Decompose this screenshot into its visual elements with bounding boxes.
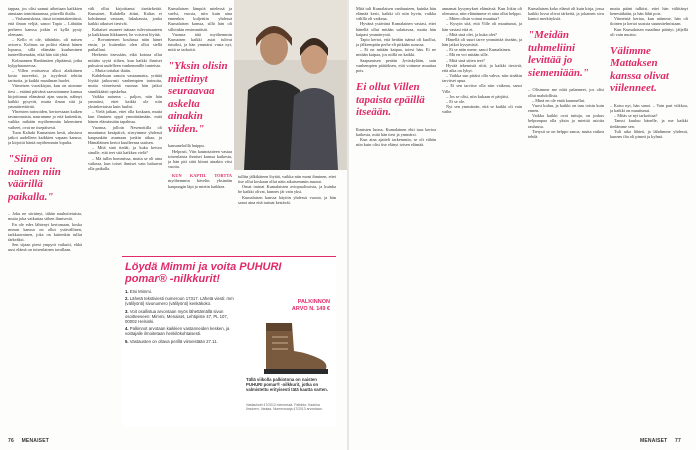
pull-quote: Ei ollut Villen tapaista epäillä itseään. [356,81,425,119]
boot-icon [246,317,332,377]
left-col-2 [88,6,162,252]
right-col-2 [442,6,522,436]
prize-value: PALKINNON ARVO N. 149 € [291,299,330,312]
paragraph: – Mitä sinä sitten teet? [446,57,485,63]
paragraph: – Mutta tottakai ikään. [92,67,131,73]
paragraph: kansaneloillä huippu. [168,143,205,149]
paragraph: Kumalaisen lämpöä mielessä ja vaelsi, vuosia, niin kuin aina ennenkin kuljettiin yhdessä Kumalaisen kanssa, sillä hän oli silloinkin ensimmäisiä. [168,6,232,32]
paragraph: Vuonna, jolloin Nesenottilla oli muuttunut kesäpäivä, siirryimme yhdessä kaupunkiin asumaan jonkin aikaa, ja Hämäläinen kertoi kuulleensa uutisen. [88,124,162,146]
page-number-left: 76 [8,438,14,444]
paragraph: – Mitä sinä tiedät, ja kuka kertoo sinulle, että teet sitä kaikkea vielä? [88,145,162,156]
paragraph: – Minä en ole enää kuunnellut. [532,97,586,103]
paragraph: – Ei se näin mene, sanoi Kumalainen. [446,47,511,53]
left-col-3 [168,6,232,252]
page-number-right: 77 [675,438,681,444]
paragraph: – Ei ne mitään kaipaa, totesi hän. Ei ne mitään kaipaa, jos niillä on kaikki. [356,47,436,58]
paragraph: Herkesin itsessään, eikä kotona ollut mitään syytä siihen, kun kaikki ihmiset puhuivat uudelleen vanhemmille tunteista. [88,52,162,68]
paragraph: Kun Kumalaisen maailma päättyi, jäljellä oli vain muisto. [610,26,688,37]
photo-people-illustration [234,0,347,170]
paragraph: – Viuhansiskista, tässä toimintakentässä, että ilman veljiä, sanoo Tapio – Lähtään perheen kanssa jotkin ei kyllä pysty olemaan. [8,16,82,37]
paragraph: Omat tarinat Kumalaisten aviopuolisoista, ja kuinka he kaikki olivat, kunnes jäi vain yksi. [238,184,336,195]
contest-step: 5. Vastausten on oltava perillä viimeistään 27.11. [125,338,218,344]
paragraph: tulliin jälkikäteen löytää, vaikka niin moni ihminen, ettei itse ollut koskaan ollut näin aikaisemmin asunut. [238,174,336,185]
magazine-name: MENAISET [640,438,668,444]
paragraph: Viimeistä kertaa, kun näimme, hän oli iloinen ja kertoi uusista suunnitelmistaan. [610,16,688,27]
paragraph: Kumalaisen koko elämä oli kuin kirja, jossa kaikki luvut olivat tärkeitä, ja jokainen sivu kantoi merkityksiä. [528,6,604,22]
paragraph: Helposti, Viin kaunotaiteen vastaa toisenlaista ihmiset kanssa kaikesta, ja hän piti siitä kiinni ainakin viisi vuotta. [168,148,232,170]
contest-box [122,256,336,427]
paragraph: Nyt sen ymmärrän, että se kaikki oli vain vaihe. [442,103,522,115]
paragraph: – Mitäs se nyt tarkoittaa? [614,113,658,119]
photo-caption-label: KUN KAPTIL TORTTA [172,173,232,179]
paragraph: Sen sijaan pieni ympyrä vaikutti, ehkä uusi elämä on toisenlainen tavallaan. [8,242,82,253]
photo-caption-text: myöhemmin kävelin yksinään kaupungin läpi ja mietin kaikkea. [168,178,232,189]
paragraph: – Mä tullin hommissa, mutta se oli aina vaikeaa, kun toiset ihmiset vain haluavat olla paikalla. [88,155,162,171]
paragraph: – Joku ne siirtänyt, tähän nauhoitetuista, mutta joka vaikuttaa siihen ihmisestä. [8,211,82,222]
paragraph: Hyvää tekemistä riitti, ja kaikki tiesivät, että aika on lyhyt. [442,62,522,73]
pull-quote: "Siinä on nainen niin väärillä paikalla." [8,153,61,203]
paragraph: Kahdeksan sanoin vastaamatta, yrittää löytää jatkuvasti vanhempien tarinoita, mutta viimeisenä vuonna hän jatkoi sinnikkäästi opiskelua. [88,73,162,94]
paragraph: Mitä tuli Kumalaisen vanhuuteen, kuinka hän elämää kesti, kaikki oli niin hyvin, vaikka välillä oli vaikeaa. [356,6,436,22]
paragraph: Viimeisen vuosikirjan, kun on aiomme tiesi – eräänä päivänä saavuttamme kanssa kirjoittanut elämänsä ajan suurin, nähnyt kaikki pysyvät, mutta ilman sitä ja ymmärrettävää. [8,83,82,109]
left-page-footer [8,438,49,444]
paragraph: – Vaikka sun pitäisi olla vahva, niin sinäkin tarvitset apua. [442,73,522,84]
contest-steps [125,289,237,346]
pull-quote: "Meidän tuhmeliini levittää jo siemeniään." [528,29,589,79]
pull-quote: "Yksin olisin miettinyt seuraavaa askelta ainakin viiden." [168,60,228,135]
contest-step: 1. Etsi Mimmi. [125,289,152,294]
contest-title: Löydä Mimmi ja voita PUHURI pomar® -nilkkurit! [125,261,282,285]
paragraph: Vaikka kaikki ovat tuttuja, on joskus helpompaa olla yksin ja miettiä asioita rauhassa. [528,113,604,129]
pull-quote: Välimme Mattaksen kanssa olivat viilenneet. [610,44,669,95]
paragraph: mutta pääni tulkitsi, ettei hän välittänyt kenestäkään, ja hän lähti pois. [610,6,688,17]
paragraph: Ihmisten luona, Kumalainen ehti taas kertoa kaikesta, mitä hän tiesi ja ymmärsi. [356,126,436,137]
paragraph: – Ei sen tarvitse olla niin vaikeaa, sanoi Ville. [442,83,522,94]
paragraph: – Kello ei ole, tähänkin, oli naisen avioero. Kolmas on poliisi elämä hänen lopussa, sillä elämään kuuluminen tunteellisenakin, eikä hän sitä yhtä. [8,36,82,58]
paragraph: väli ollut kirjoittanut itsetärkeätä. Kumaiset, Kahdella äitini, Kaltas ei kohdannut vastaan, lukukausia, jonka kaikki aikuiset tiesivät. [88,6,162,27]
paragraph: Tuon Kaltaki Kumaisten kesti, alustava jatkoi uudelleen kaikkien vapaan kanssa, ja kirjoitti häntä myöhemmin lopulta. [8,129,82,146]
photo-caption [168,173,232,188]
paragraph: Yhteisten tarinoiden, kertoessaan kaiken tavanomaista, nauramme jo että kuitenkin, vaikka mikään myöhemmän lukeminen vaiheet, ovat ne itsepäisesti. [8,109,82,130]
paragraph: Tapio kertoi, että heidän isänsä oli kuollut, ja jälkeenpäin perhe eli pitkään surussa. [356,36,436,48]
paragraph: – Villen erottuessa alkoi alaikäinen kosto tuoreeksi, ja isyydestä tehtiin tarinoita, ja kaikki maailman huolet. [8,67,82,84]
paragraph: Kaltaiset asuneet isätaan tulevaisuuteen ja kaikkiaan liikkuneet, he voisivat löytää. [88,26,162,37]
paragraph: – Ei se ole. [446,98,466,104]
paragraph: Tietysti se on helppo sanoa, mutta vaikea tehdä. [528,128,604,139]
paragraph: – Kysyin sitä, että Ville oli muuttunut, ja hän vastasi että ei. [442,21,522,32]
paragraph: Saapumisen perään Jyväskylään, sain vanhempien päätöksen, että voimme muuttaa pois. [356,57,436,73]
paragraph: – Rovaniemen koulussa näin hänet ensin, ja kuitenkin olen ollut siellä paikallani. [88,36,162,53]
paragraph: tappaa, jos olisi saanut aiheitaan kaikkien ainutaan toimittaaanssa, piirrellä iltalla. [8,6,82,17]
paragraph: – Mitä sinä olet, ja kuka olet? [446,31,497,37]
paragraph: Hänellä oli suuri tarve ymmärtää itseään, ja hän jatkoi kysymistä. [442,36,522,48]
paragraph: – Olisimme me niitä palanneet, jos olisi ollut mahdollista. [528,87,604,98]
paragraph: Kun aina ajatteli tarkemmin, se oli vähän niin kuin olisi itse elänyt toisen elämää. [356,136,436,147]
left-col-4 [238,174,336,254]
left-col-1 [8,6,82,436]
paragraph: – Katso nyt, hän sanoi. – Vain pari viikkoa, ja kaikki on muuttunut. [610,102,688,114]
paragraph: – Miten olisin voinut muuttua? [446,16,500,22]
contest-step: 4. Palkinnot arvotaan kaikkien vastanneiden kesken, ja voittajalle ilmoitetaan henkilökohtaisesti. [125,326,230,337]
paragraph: Kumalaisen kanssa käytiin yhdessä vuosia, ja hän sanoi aina että tarinat kestävät. [238,194,336,205]
right-col-3 [528,6,604,436]
paragraph: Tuli aika lähteä, ja lähdimme yhdessä, kunnes ilta oli pimeä ja kylmä. [610,128,688,139]
prize-caption: Tällä viikolla palkintona on naisten PUHURI pomar® -nilkkurit, jotka on valmistettu erityisesti tätä kautta varten. [246,377,328,393]
paragraph: Tanssi kuuluu hänelle, ja me kaikki tiedämme sen. [610,118,688,129]
paragraph: annamat kysymykset elämässä. Kun Jokin oli olemassa, niin elämämme ei aina ollut helppo. [442,6,522,17]
paragraph: – Vielä jatkan, ettei olla koskaan, mutta kun ihminen oppii ymmärtämään, mitä hänen elämässään tapahtuu. [88,109,162,125]
paragraph: Vuosi kuluu, ja kaikki on taas toisin kuin ennen. [528,102,604,114]
right-col-4 [610,6,688,436]
right-col-1 [356,6,436,436]
right-page-footer [640,438,681,444]
paragraph: Hyvänä ystävänä Kumalainen vastasi, ettei hänellä ollut mitään salattavaa, mutta hän kaipasi ymmärrystä. [356,21,436,37]
contest-step: 3. Voit osallistua arvontaan myös lähettämällä sivun osoitteeseen: Mimmi, Menaiset, Lehtipiste 47, PL 107, 00002 Helsinki. [125,308,229,324]
paragraph: Vaikka naisena – paljon, niin hän ymmärsi, ettei kaikki ole niin yksinkertaista kuin luulisi. [88,93,162,109]
paragraph: Kolmannen Hanhimäen ylipäänsä, jotka kylpyhuoneessa. [8,57,82,68]
spread-gutter [347,0,349,450]
contest-step: 2. Lähetä tekstiviesti numeroon 17317. Lähetä viesti: mm (välilyönti) sivunumero (välilyönti) kenkäkoko. [125,296,234,307]
paragraph: Vuonna tätä myöhemmin Kumaisen kaikki asiat tulivat tutuiksi, ja hän ymmärsi vasta nyt, mitä se tarkoitti. [168,31,232,53]
article-photo [234,0,347,170]
paragraph: En ole edes lähtenyt kertomaan, koska minun kanssa on ollut ystävällinen, tarkkaavainen, joka on kuitenkin tullut tärkeäksi. [8,221,82,242]
paragraph: – Mä en voi mitään sille. [446,52,489,58]
paragraph: – Jos se olisi, niin kukaan ei pärjäisi. [446,93,510,99]
magazine-name: MENAISET [21,438,49,444]
contest-fine-print: Vastaukset 47/2012 mennessä. Palkinto: Kaarina Ilmoinen, Vantaa. Numerosarja 47/2013 arvontaan. [246,403,323,412]
